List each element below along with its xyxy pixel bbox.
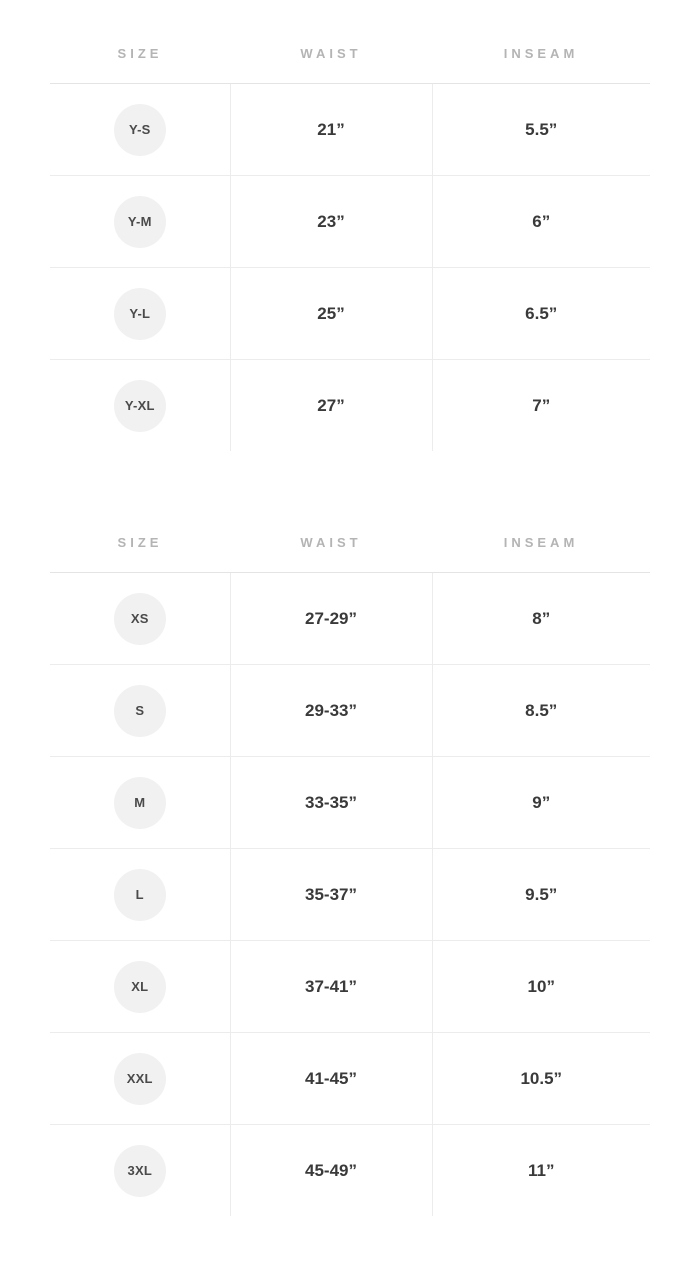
size-cell (50, 665, 230, 757)
size-cell (50, 360, 230, 452)
inseam-cell: 6” (432, 176, 650, 268)
size-cell (50, 1125, 230, 1217)
waist-cell: 27” (230, 360, 432, 452)
waist-cell: 37-41” (230, 941, 432, 1033)
column-header-size: SIZE (117, 46, 163, 61)
size-cell (50, 849, 230, 941)
column-header-size: SIZE (117, 535, 163, 550)
size-badge: Y-L (114, 288, 166, 340)
size-badge: M (114, 777, 166, 829)
size-badge: XXL (114, 1053, 166, 1105)
inseam-cell: 8.5” (432, 665, 650, 757)
table-row (50, 1125, 650, 1217)
table-row (50, 176, 650, 268)
size-badge: Y-XL (114, 380, 166, 432)
size-cell (50, 941, 230, 1033)
table-row (50, 665, 650, 757)
size-badge: XS (114, 593, 166, 645)
inseam-cell: 5.5” (432, 84, 650, 176)
table-row (50, 849, 650, 941)
inseam-cell: 10” (432, 941, 650, 1033)
waist-cell: 21” (230, 84, 432, 176)
table-row (50, 360, 650, 452)
size-cell (50, 84, 230, 176)
waist-cell: 35-37” (230, 849, 432, 941)
inseam-cell: 11” (432, 1125, 650, 1217)
size-badge: Y-S (114, 104, 166, 156)
table-row (50, 84, 650, 176)
column-header-waist: WAIST (300, 46, 362, 61)
youth-size-chart-block (0, 0, 700, 451)
column-header-inseam: INSEAM (503, 535, 579, 550)
inseam-cell: 9” (432, 757, 650, 849)
inseam-cell: 8” (432, 573, 650, 665)
size-cell (50, 573, 230, 665)
size-badge: L (114, 869, 166, 921)
waist-cell: 33-35” (230, 757, 432, 849)
size-cell (50, 268, 230, 360)
youth-size-chart-body (50, 84, 650, 452)
page-bottom-spacer (0, 1216, 700, 1256)
adult-size-chart-header (50, 535, 650, 573)
inseam-cell: 6.5” (432, 268, 650, 360)
table-row (50, 268, 650, 360)
waist-cell: 27-29” (230, 573, 432, 665)
adult-size-chart-table (50, 535, 650, 1216)
table-row (50, 941, 650, 1033)
size-badge: Y-M (114, 196, 166, 248)
size-badge: XL (114, 961, 166, 1013)
table-row (50, 573, 650, 665)
table-row (50, 1033, 650, 1125)
size-badge: 3XL (114, 1145, 166, 1197)
adult-size-chart-block (0, 451, 700, 1216)
column-header-waist: WAIST (300, 535, 362, 550)
waist-cell: 41-45” (230, 1033, 432, 1125)
inseam-cell: 7” (432, 360, 650, 452)
inseam-cell: 10.5” (432, 1033, 650, 1125)
adult-size-chart-body (50, 573, 650, 1217)
waist-cell: 23” (230, 176, 432, 268)
youth-size-chart-table (50, 46, 650, 451)
table-header-row (50, 535, 650, 573)
size-cell (50, 757, 230, 849)
youth-size-chart-header (50, 46, 650, 84)
table-header-row (50, 46, 650, 84)
column-header-inseam: INSEAM (503, 46, 579, 61)
size-cell (50, 176, 230, 268)
inseam-cell: 9.5” (432, 849, 650, 941)
table-row (50, 757, 650, 849)
waist-cell: 25” (230, 268, 432, 360)
waist-cell: 45-49” (230, 1125, 432, 1217)
waist-cell: 29-33” (230, 665, 432, 757)
size-badge: S (114, 685, 166, 737)
size-cell (50, 1033, 230, 1125)
